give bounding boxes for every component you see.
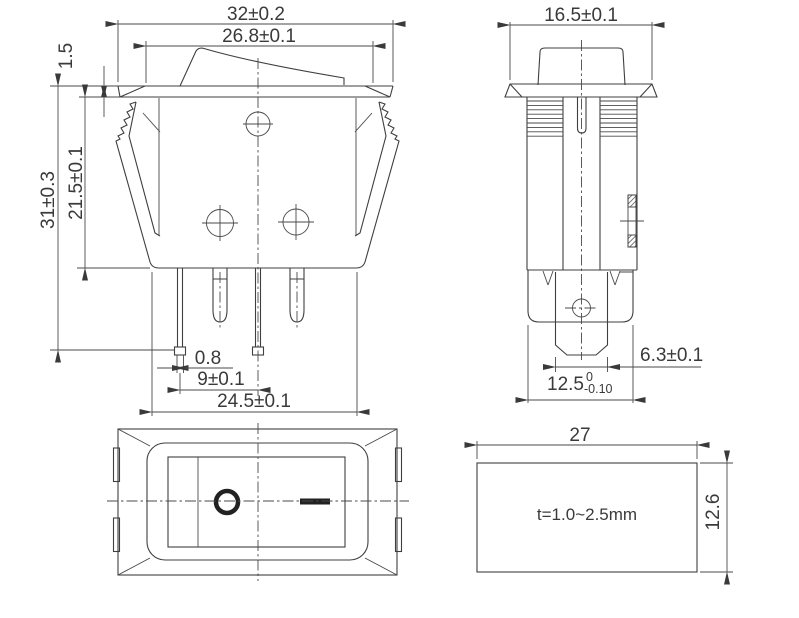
side-lock-lower [628, 235, 636, 247]
tab-right-upper [396, 448, 402, 482]
dim-bezel-width: 26.8±0.1 [222, 26, 296, 47]
top-outer-frame [118, 429, 397, 575]
pin-1 [178, 268, 183, 347]
dim-overall-height: 31±0.3 [38, 171, 59, 229]
right-latch-outer [365, 102, 399, 262]
tab-left-upper [114, 448, 120, 482]
dim-cutout-height: 12.6 [703, 493, 724, 531]
left-latch-outer [116, 102, 150, 262]
extension-lines [50, 20, 393, 416]
right-latch-inner [355, 102, 386, 236]
side-lock-upper [628, 195, 636, 207]
front-outline [116, 48, 399, 268]
front-pins [175, 268, 305, 355]
panel-thickness-note: t=1.0~2.5mm [536, 505, 638, 524]
cutout-dimensions [477, 425, 733, 572]
side-bezel [505, 84, 657, 97]
front-body-bottom [150, 262, 365, 268]
dim-body-depth-tol-lower: -0.10 [584, 382, 613, 396]
side-outline [505, 48, 657, 355]
front-view [38, 4, 399, 416]
top-bezel [147, 443, 368, 560]
top-view [107, 423, 409, 581]
dim-overall-depth: 16.5±0.1 [544, 5, 618, 26]
right-body-wall [355, 98, 372, 236]
tab-right-lower [396, 518, 402, 552]
dim-pin-span: 24.5±0.1 [217, 391, 291, 412]
dim-pin-pitch: 9±0.1 [197, 369, 245, 390]
dim-body-depth-tol-upper: 0 [586, 370, 593, 384]
dim-pin-thickness: 0.8 [194, 348, 222, 369]
dim-body-height: 21.5±0.1 [66, 146, 87, 220]
rocker-actuator [180, 48, 344, 86]
side-view [505, 5, 703, 403]
dim-overall-width: 32±0.2 [227, 4, 285, 25]
dim-cutout-width: 27 [569, 425, 591, 446]
tab-left-lower [114, 518, 120, 552]
on-marking-symbol [300, 499, 330, 505]
dim-terminal-width: 6.3±0.1 [640, 345, 704, 366]
dim-body-depth: 12.5 [547, 374, 584, 395]
side-snap-feet [543, 271, 633, 285]
left-body-wall [143, 98, 160, 236]
top-corner-bevels [118, 429, 397, 575]
pin-1-tip [175, 347, 186, 355]
off-marking-symbol [216, 491, 238, 513]
dim-bezel-thickness: 1.5 [56, 42, 77, 70]
side-ribs [527, 101, 637, 136]
front-bezel [118, 86, 393, 97]
left-latch-inner [129, 102, 160, 236]
left-hole-crosshair [202, 205, 238, 241]
right-hole-crosshair [278, 204, 314, 240]
panel-cutout-view [477, 425, 733, 572]
